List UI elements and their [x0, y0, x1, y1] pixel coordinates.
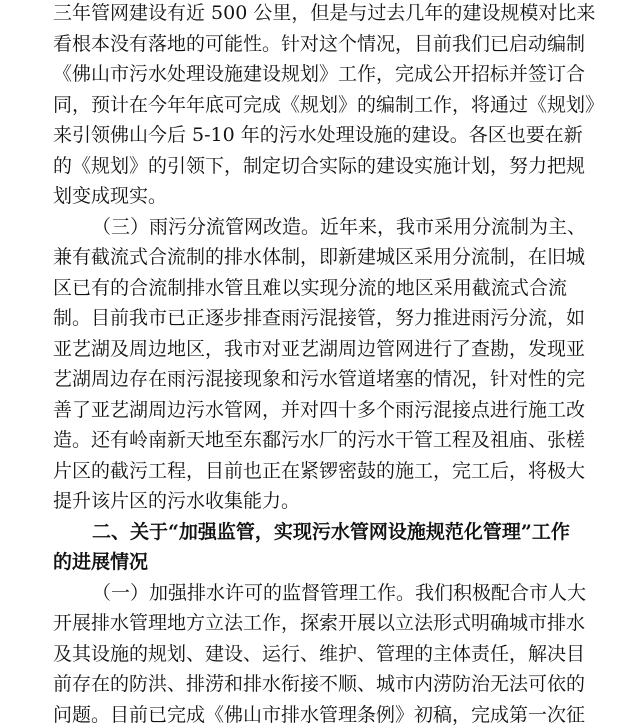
text-line: 来引领佛山今后 5-10 年的污水处理设施的建设。各区也要在新 — [53, 124, 583, 146]
text-line: 善了亚艺湖周边污水管网，并对四十多个雨污混接点进行施工改 — [53, 399, 586, 421]
text-line: 三年管网建设有近 500 公里，但是与过去几年的建设规模对比来 — [53, 2, 596, 24]
text-line: 兼有截流式合流制的排水体制，即新建城区采用分流制，在旧城 — [53, 246, 586, 268]
text-line: 艺湖周边存在雨污混接现象和污水管道堵塞的情况，针对性的完 — [53, 368, 586, 390]
section-heading-continued: 的进展情况 — [53, 551, 149, 573]
text-line: （一）加强排水许可的监督管理工作。我们积极配合市人大 — [92, 582, 587, 604]
text-line: （三）雨污分流管网改造。近年来，我市采用分流制为主、 — [92, 216, 587, 238]
text-line: 提升该片区的污水收集能力。 — [53, 490, 301, 512]
text-line: 造。还有岭南新天地至东鄱污水厂的污水干管工程及祖庙、张槎 — [53, 429, 586, 451]
text-line: 区已有的合流制排水管且难以实现分流的地区采用截流式合流 — [53, 277, 567, 299]
text-line: 片区的截污工程，目前也正在紧锣密鼓的施工，完工后，将极大 — [53, 460, 586, 482]
text-line: 亚艺湖及周边地区，我市对亚艺湖周边管网进行了查勘，发现亚 — [53, 338, 586, 360]
text-line: 《佛山市污水处理设施建设规划》工作，完成公开招标并签订合 — [53, 63, 586, 85]
text-line: 同，预计在今年年底可完成《规划》的编制工作，将通过《规划》 — [53, 94, 605, 116]
text-line: 问题。目前已完成《佛山市排水管理条例》初稿，完成第一次征 — [53, 704, 586, 726]
text-line: 制。目前我市已正逐步排查雨污混接管，努力推进雨污分流，如 — [53, 307, 586, 329]
text-line: 及其设施的规划、建设、运行、维护、管理的主体责任，解决目 — [53, 643, 586, 665]
text-line: 划变成现实。 — [53, 185, 168, 207]
text-line: 前存在的防洪、排涝和排水衔接不顺、城市内涝防治无法可依的 — [53, 673, 586, 695]
text-line: 看根本没有落地的可能性。针对这个情况，目前我们已启动编制 — [53, 33, 586, 55]
text-line: 开展排水管理地方立法工作，探索开展以立法形式明确城市排水 — [53, 612, 586, 634]
section-heading: 二、关于“加强监管，实现污水管网设施规范化管理”工作 — [92, 521, 570, 543]
text-line: 的《规划》的引领下，制定切合实际的建设实施计划，努力把规 — [53, 155, 586, 177]
